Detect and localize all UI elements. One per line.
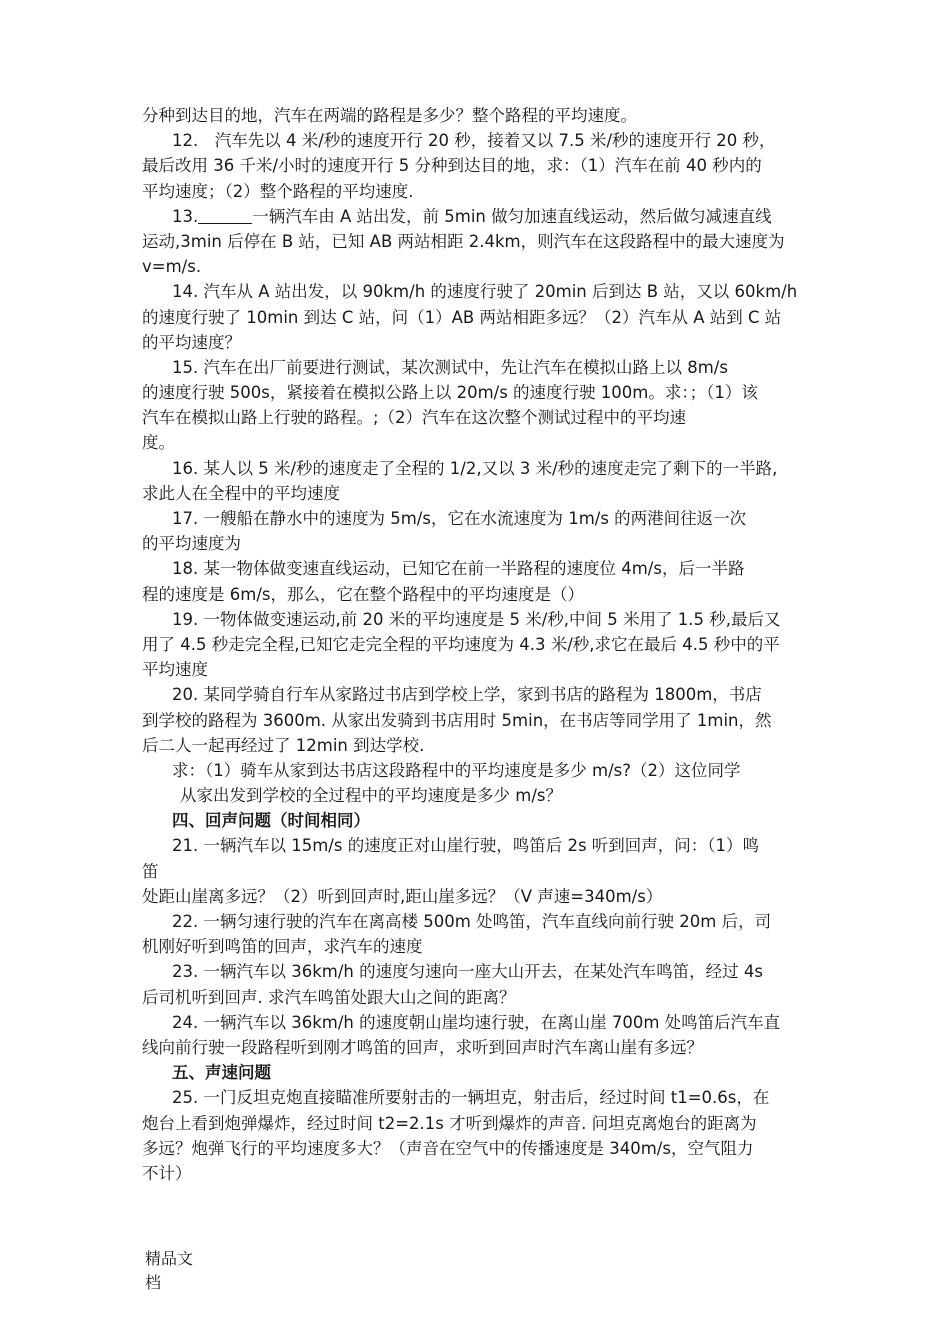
question-19: 19. 一物体做变速运动,前 20 米的平均速度是 5 米/秒,中间 5 米用了 1.5 秒,最后又 xyxy=(172,609,781,629)
answer-blank xyxy=(198,207,252,224)
text-line: 最后改用 36 千米/小时的速度开行 5 分种到达目的地，求：（1）汽车在前 40 秒内的 xyxy=(142,156,762,176)
question-23: 23. 一辆汽车以 36km/h 的速度匀速向一座大山开去，在某处汽车鸣笛，经过 4s xyxy=(172,962,763,982)
footer-line: 精品文 xyxy=(145,1249,194,1268)
text-line: 程的速度是 6m/s，那么，它在整个路程中的平均速度是（） xyxy=(142,584,584,604)
question-25: 25. 一门反坦克炮直接瞄准所要射击的一辆坦克，射击后，经过时间 t1=0.6s，在 xyxy=(172,1088,770,1108)
question-12: 12. 汽车先以 4 米/秒的速度开行 20 秒，接着又以 7.5 米/秒的速度开行 20 秒， xyxy=(172,131,776,151)
question-20: 20. 某同学骑自行车从家路过书店到学校上学，家到书店的路程为 1800m，书店 xyxy=(172,685,762,705)
text-line: 求：（1）骑车从家到达书店这段路程中的平均速度是多少 m/s?（2）这位同学 xyxy=(172,760,741,780)
question-22: 22. 一辆匀速行驶的汽车在离高楼 500m 处鸣笛，汽车直线向前行驶 20m 后，司 xyxy=(172,912,772,931)
question-16: 16. 某人以 5 米/秒的速度走了全程的 1/2,又以 3 米/秒的速度走完了剩下的一半路, xyxy=(172,458,778,478)
text-line: 炮台上看到炮弹爆炸，经过时间 t2=2.1s 才听到爆炸的声音. 问坦克离炮台的距离为 xyxy=(142,1113,757,1133)
text-line: 分种到达目的地，汽车在两端的路程是多少？整个路程的平均速度。 xyxy=(142,106,637,125)
question-18: 18. 某一物体做变速直线运动，已知它在前一半路程的速度位 4m/s，后一半路 xyxy=(172,559,745,579)
question-24: 24. 一辆汽车以 36km/h 的速度朝山崖均速行驶，在离山崖 700m 处鸣笛后汽车直 xyxy=(172,1012,781,1032)
text-line: 汽车在模拟山路上行驶的路程。;（2）汽车在这次整个测试过程中的平均速 xyxy=(142,408,687,428)
text-line: 运动,3min 后停在 B 站，已知 AB 两站相距 2.4km，则汽车在这段路程中的最大速度为 xyxy=(142,231,785,251)
text-line: 处距山崖离多远？（2）听到回声时,距山崖多远？（V 声速=340m/s） xyxy=(142,886,663,906)
question-number: 13. xyxy=(172,206,199,226)
text-line: 平均速度 xyxy=(142,660,208,680)
question-17: 17. 一艘船在静水中的速度为 5m/s，它在水流速度为 1m/s 的两港间往返一次 xyxy=(172,509,747,528)
section-heading-echo: 四、回声问题（时间相同） xyxy=(172,811,370,831)
text-line: 平均速度；（2）整个路程的平均速度. xyxy=(142,181,414,201)
text-line: 多远？炮弹飞行的平均速度多大？（声音在空气中的传播速度是 340m/s，空气阻力 xyxy=(142,1138,754,1158)
footer-line: 档 xyxy=(145,1273,162,1292)
text-line: 度。 xyxy=(142,433,175,453)
text-line: v=m/s. xyxy=(142,257,202,277)
text-line: 的速度行驶了 10min 到达 C 站，问（1）AB 两站相距多远？（2）汽车从 A 站到 C 站 xyxy=(142,307,782,327)
question-15: 15. 汽车在出厂前要进行测试，某次测试中，先让汽车在模拟山路上以 8m/s xyxy=(172,357,728,377)
document-body xyxy=(142,103,854,1186)
text-line: 笛 xyxy=(142,861,159,881)
question-13 xyxy=(142,204,854,229)
text-line: 求此人在全程中的平均速度 xyxy=(142,483,340,503)
question-14: 14. 汽车从 A 站出发，以 90km/h 的速度行驶了 20min 后到达 B 站，又以 60km/h xyxy=(172,282,798,302)
text-line: 从家出发到学校的全过程中的平均速度是多少 m/s？ xyxy=(180,786,562,806)
page-footer xyxy=(145,1247,209,1295)
question-text: 一辆汽车由 A 站出发，前 5min 做匀加速直线运动，然后做匀减速直线 xyxy=(252,206,772,226)
text-line: 用了 4.5 秒走完全程,已知它走完全程的平均速度为 4.3 米/秒,求它在最后 4.5 秒中的平 xyxy=(142,634,780,654)
text-line: 机刚好听到鸣笛的回声，求汽车的速度 xyxy=(142,937,423,957)
text-line: 线向前行驶一段路程听到刚才鸣笛的回声，求听到回声时汽车离山崖有多远？ xyxy=(142,1037,703,1057)
text-line: 后二人一起再经过了 12min 到达学校. xyxy=(142,735,425,755)
text-line: 的平均速度？ xyxy=(142,332,241,352)
section-heading-sound-speed: 五、声速问题 xyxy=(172,1063,271,1083)
text-line: 到学校的路程为 3600m. 从家出发骑到书店用时 5min，在书店等同学用了 1min，然 xyxy=(142,710,772,730)
text-line: 不计） xyxy=(142,1163,192,1183)
question-21: 21. 一辆汽车以 15m/s 的速度正对山崖行驶，鸣笛后 2s 听到回声，问：（1）鸣 xyxy=(172,836,760,856)
text-line: 的速度行驶 500s，紧接着在模拟公路上以 20m/s 的速度行驶 100m。求：；（1）该 xyxy=(142,383,758,403)
text-line: 后司机听到回声. 求汽车鸣笛处跟大山之间的距离？ xyxy=(142,987,516,1007)
text-line: 的平均速度为 xyxy=(142,534,241,554)
